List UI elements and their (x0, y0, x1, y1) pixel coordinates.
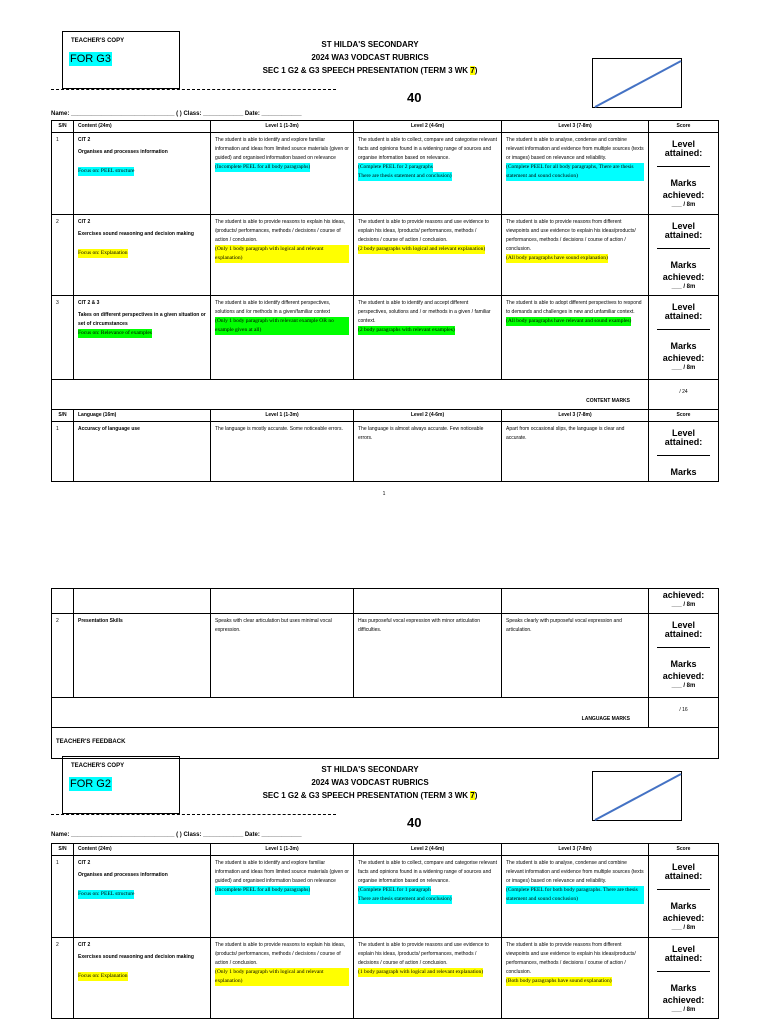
table-row: 3 CIT 2 & 3 Takes on different perspectives in a given situation or set of circumstances Focus on: Relevance of examples The student is able to identify different perspectives, solutions and /or methods in a given/familiar context (Only 1 body paragraph with relevant example OR no example given at all) The student is able to identify and accept different perspectives, solutions and / or methods in a given / familiar context. (2 body paragraphs with relevant examples) The student is able to adopt different perspectives to respond to demands and challenges in new and unfamiliar context. (All body paragraphs have relevant and sound examples) Level attained: Marks achieved: ___ / 8m (52, 296, 719, 380)
table-row: 2 CIT 2 Exercises sound reasoning and decision making Focus on: Explanation The student is able to provide reasons to explain his ideas, /products/ performances, methods / decisions / course of action / conclusion. (Only 1 body paragraph with logical and relevant explanation) The student is able to provide reasons and use evidence to explain his ideas, /products/ performances, methods / decisions / course of action / conclusion. (2 body paragraphs with logical and relevant explanation) The student is able to provide reasons from different viewpoints and use evidence to explain his ideas/products/ performances, methods / decisions / course of action / conclusion. (All body paragraphs have sound explanation) Level attained: Marks achieved: ___ / 8m (52, 215, 719, 296)
content-marks-row (52, 380, 719, 410)
table-row: 1 CIT 2 Organises and processes information Focus on: PEEL structure The student is able to identify and explore familiar information and ideas from limited source materials (given or guided) and organised information based on relevance (Incomplete PEEL for all body paragraphs) The student is able to collect, compare and categorise relevant facts and opinions found in a widening range of sources and organise information based on relevance. (Complete PEEL for 1 paragraph There are thesis statement and conclusion) The student is able to analyse, condense and combine relevant information and evidence from multiple sources (texts or images) based on relevance and reliability. (Complete PEEL for both body paragraphs. There are thesis statement and sound conclusion) Level attained: Marks achieved: ___ / 8m (52, 856, 719, 938)
rubric-page-2 (0, 588, 768, 1024)
for-group-label: FOR G3 (70, 53, 111, 65)
total-marks-g2: 40 (407, 815, 422, 830)
for-group-label-g2: FOR G2 (70, 778, 111, 790)
col-sn: S/N (52, 121, 74, 133)
slash-icon (593, 59, 683, 109)
teacher-copy-box (62, 31, 180, 89)
student-details-line-g2: Name: _______________________________ ( ) Class: ____________ Date: ____________ (51, 832, 302, 838)
col-level3: Level 3 (7-8m) (502, 121, 649, 133)
content-marks-fraction: / 24 (649, 380, 719, 410)
doc-header (220, 38, 520, 77)
col-content: Content (24m) (74, 121, 211, 133)
language-marks-row (52, 698, 719, 728)
teacher-feedback-row (52, 728, 719, 759)
table-row: 1 CIT 2 Organises and processes information Focus on: PEEL structure The student is able to identify and explore familiar information and ideas from limited source materials (given or guided) and organised information based on relevance (Incomplete PEEL for all body paragraphs) The student is able to collect, compare and categorise relevant facts and opinions found in a widening range of sources and organise information based on relevance. (Complete PEEL for 2 paragraphs There are thesis statement and conclusion) The student is able to analyse, condense and combine relevant information and evidence from multiple sources (texts or images) based on relevance and reliability. (Complete PEEL for all body paragraphs, There are thesis statement and sound conclusion) Level attained: Marks achieved: ___ / 8m (52, 133, 719, 215)
teacher-copy-label: TEACHER'S COPY (71, 38, 125, 44)
teacher-copy-box-g2: TEACHER'S COPY FOR G2 (62, 756, 180, 814)
content-rubric-table: S/N Content (24m) Level 1 (1-3m) Level 2 (4-6m) Level 3 (7-8m) Score 1 CIT 2 Organises and processes information Focus on: PEEL structure The student is able to identify and explore familiar information and ideas from limited source materials (given or guided) and organised information based on relevance (Incomplete PEEL for all body paragraphs) The student is able to collect, compare and categorise relevant facts and opinions found in a widening range of sources and organise information based on relevance. (Complete PEEL for 2 paragraphs There are thesis statement and conclusion) The student is able to analyse, condense and combine relevant information and evidence from multiple sources (texts or images) based on relevance and reliability. (Complete PEEL for all body paragraphs, There are thesis statement and sound conclusion) Level attained: Marks achieved: ___ / 8m 2 CIT 2 Exercises sound reasoning and decision making Focus on: Explanation The student is able to provide reasons to explain his ideas, /products/ performances, methods / decisions / course of action / conclusion. (Only 1 body paragraph with logical and relevant explanation) The student is able to provide reasons and use evidence to explain his ideas, /products/ performances, methods / decisions / course of action / conclusion. (2 body paragraphs with logical and relevant explanation) The student is able to provide reasons from different viewpoints and use evidence to explain his ideas/products/ performances, methods / decisions / course of action / conclusion. (All body paragraphs have sound explanation) Level attained: Marks achieved: ___ / 8m 3 CIT 2 & 3 Takes on different perspectives in a given situation or set of circumstances Focus on: Relevance of examples The student is able to identify different perspectives, solutions and /or methods in a given/familiar context (Only 1 body paragraph with relevant example OR no example given at all) The student is able to identify and accept different perspectives, solutions and / or methods in a given / familiar context. (2 body paragraphs with relevant examples) The student is able to adopt different perspectives to respond to demands and challenges in new and unfamiliar context. (All body paragraphs have relevant and sound examples) Level attained: Marks achieved: ___ / 8m CONTENT MARKS / 24 S/N Language (16m) Level 1 (1-3m) Level 2 (4-6m) Level 3 (7-8m) Score 1 Accuracy of language use The language is mostly accurate. Some noticeable errors. The language is almost always accurate. Few noticeable errors. Apart from occasional slips, the language is clear and accurate. Level attained: Marks (51, 120, 719, 482)
language-marks-label: LANGUAGE MARKS (52, 698, 649, 728)
score-box (592, 58, 682, 108)
table-row: achieved: ___ / 8m (52, 589, 719, 614)
content-rubric-table-g2: S/N Content (24m) Level 1 (1-3m) Level 2 (4-6m) Level 3 (7-8m) Score 1 CIT 2 Organises and processes information Focus on: PEEL structure The student is able to identify and explore familiar information and ideas from limited source materials (given or guided) and organised information based on relevance (Incomplete PEEL for all body paragraphs) The student is able to collect, compare and categorise relevant facts and opinions found in a widening range of sources and organise information based on relevance. (Complete PEEL for 1 paragraph There are thesis statement and conclusion) The student is able to analyse, condense and combine relevant information and evidence from multiple sources (texts or images) based on relevance and reliability. (Complete PEEL for both body paragraphs. There are thesis statement and sound conclusion) Level attained: Marks achieved: ___ / 8m 2 CIT 2 Exercises sound reasoning and decision making Focus on: Explanation The student is able to provide reasons to explain his ideas, /products/ performances, methods / decisions / course of action / conclusion. (Only 1 body paragraph with logical and relevant explanation) The student is able to provide reasons and use evidence to explain his ideas, /products/ performances, methods / decisions / course of action / conclusion. (1 body paragraph with logical and relevant explanation) The student is able to provide reasons from different viewpoints and use evidence to explain his ideas/products/ performances, methods / decisions / course of action / conclusion. (Both body paragraphs have sound explanation) Level attained: Marks achieved: ___ / 8m (51, 843, 719, 1019)
table-row: 2 CIT 2 Exercises sound reasoning and decision making Focus on: Explanation The student is able to provide reasons to explain his ideas, /products/ performances, methods / decisions / course of action / conclusion. (Only 1 body paragraph with logical and relevant explanation) The student is able to provide reasons and use evidence to explain his ideas, /products/ performances, methods / decisions / course of action / conclusion. (1 body paragraph with logical and relevant explanation) The student is able to provide reasons from different viewpoints and use evidence to explain his ideas/products/ performances, methods / decisions / course of action / conclusion. (Both body paragraphs have sound explanation) Level attained: Marks achieved: ___ / 8m (52, 938, 719, 1019)
doc-header-g2: ST HILDA'S SECONDARY 2024 WA3 VODCAST RUBRICS SEC 1 G2 & G3 SPEECH PRESENTATION (TERM 3 WK 7) (262, 765, 478, 800)
doc-title: 2024 WA3 VODCAST RUBRICS (311, 53, 429, 62)
col-score: Score (649, 121, 719, 133)
score-box-g2 (592, 771, 682, 821)
table-row: 2 Presentation Skills Speaks with clear articulation but uses minimal vocal expression. Has purposeful vocal expression with minor articulation difficulties. Speaks clearly with purposeful vocal expression and articulation. Level attained: Marks achieved: ___ / 8m (52, 614, 719, 698)
slash-icon (593, 772, 683, 822)
total-marks: 40 (407, 90, 422, 105)
col-level1: Level 1 (1-3m) (211, 121, 354, 133)
doc-subtitle: SEC 1 G2 & G3 SPEECH PRESENTATION (TERM 3 WK 7) (262, 66, 478, 75)
col-level2: Level 2 (4-6m) (354, 121, 502, 133)
school-name: ST HILDA'S SECONDARY (321, 40, 419, 49)
student-details-line: Name: _______________________________ ( ) Class: ____________ Date: ____________ (51, 111, 302, 117)
divider (51, 814, 336, 815)
teacher-feedback-label: TEACHER'S FEEDBACK (52, 728, 719, 759)
divider (51, 89, 336, 90)
language-rubric-table-continued (51, 588, 719, 759)
language-marks-fraction: / 16 (649, 698, 719, 728)
table-row: 1 Accuracy of language use The language is mostly accurate. Some noticeable errors. The language is almost always accurate. Few noticeable errors. Apart from occasional slips, the language is clear and accurate. Level attained: Marks (52, 422, 719, 482)
content-marks-label: CONTENT MARKS (52, 380, 649, 410)
page-number: 1 (382, 491, 386, 497)
